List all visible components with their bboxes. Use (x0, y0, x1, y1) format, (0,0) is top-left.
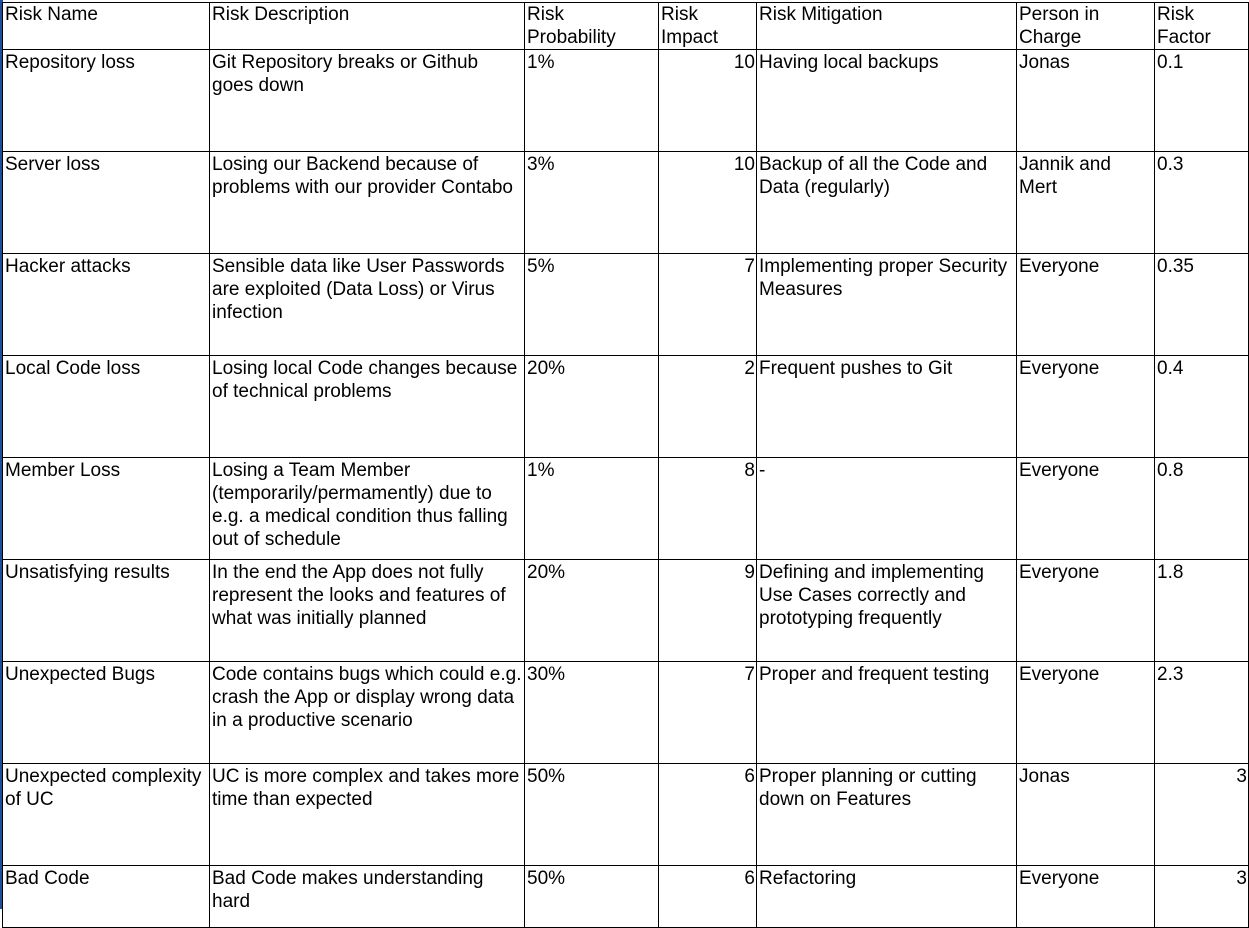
risk-impact-cell[interactable]: 8 (659, 458, 757, 560)
risk-name-cell[interactable]: Bad Code (3, 866, 210, 928)
risk-mitigation-cell[interactable]: Frequent pushes to Git (757, 356, 1017, 458)
risk-mitigation-cell[interactable]: Refactoring (757, 866, 1017, 928)
table-row (3, 254, 1249, 356)
header-risk-impact[interactable]: Risk Impact (659, 3, 757, 50)
risk-factor-cell[interactable]: 1.8 (1155, 560, 1249, 662)
risk-description-cell[interactable]: Bad Code makes understanding hard (210, 866, 525, 928)
person-in-charge-cell[interactable]: Everyone (1017, 662, 1155, 764)
table-row (3, 662, 1249, 764)
risk-name-cell[interactable]: Hacker attacks (3, 254, 210, 356)
header-risk-mitigation[interactable]: Risk Mitigation (757, 3, 1017, 50)
table-row (3, 458, 1249, 560)
risk-name-cell[interactable]: Local Code loss (3, 356, 210, 458)
risk-impact-cell[interactable]: 6 (659, 866, 757, 928)
risk-impact-cell[interactable]: 7 (659, 662, 757, 764)
risk-probability-cell[interactable]: 50% (525, 764, 659, 866)
risk-impact-cell[interactable]: 6 (659, 764, 757, 866)
risk-description-cell[interactable]: Sensible data like User Passwords are exploited (Data Loss) or Virus infection (210, 254, 525, 356)
table-row (3, 560, 1249, 662)
risk-impact-cell[interactable]: 2 (659, 356, 757, 458)
risk-probability-cell[interactable]: 1% (525, 50, 659, 152)
risk-probability-cell[interactable]: 5% (525, 254, 659, 356)
risk-description-cell[interactable]: In the end the App does not fully represent the looks and features of what was initially planned (210, 560, 525, 662)
risk-name-cell[interactable]: Repository loss (3, 50, 210, 152)
header-risk-name[interactable]: Risk Name (3, 3, 210, 50)
risk-mitigation-cell[interactable]: Defining and implementing Use Cases correctly and prototyping frequently (757, 560, 1017, 662)
risk-impact-cell[interactable]: 7 (659, 254, 757, 356)
risk-table (2, 2, 1249, 928)
table-row (3, 356, 1249, 458)
header-risk-description[interactable]: Risk Description (210, 3, 525, 50)
person-in-charge-cell[interactable]: Jonas (1017, 764, 1155, 866)
risk-factor-cell[interactable]: 3 (1155, 764, 1249, 866)
risk-factor-cell[interactable]: 0.3 (1155, 152, 1249, 254)
risk-mitigation-cell[interactable]: Proper planning or cutting down on Features (757, 764, 1017, 866)
table-row (3, 764, 1249, 866)
risk-description-cell[interactable]: Losing local Code changes because of technical problems (210, 356, 525, 458)
risk-probability-cell[interactable]: 3% (525, 152, 659, 254)
risk-factor-cell[interactable]: 0.35 (1155, 254, 1249, 356)
risk-name-cell[interactable]: Server loss (3, 152, 210, 254)
person-in-charge-cell[interactable]: Everyone (1017, 560, 1155, 662)
person-in-charge-cell[interactable]: Everyone (1017, 866, 1155, 928)
risk-mitigation-cell[interactable]: Backup of all the Code and Data (regularly) (757, 152, 1017, 254)
risk-factor-cell[interactable]: 0.4 (1155, 356, 1249, 458)
risk-probability-cell[interactable]: 20% (525, 560, 659, 662)
risk-factor-cell[interactable]: 2.3 (1155, 662, 1249, 764)
risk-name-cell[interactable]: Unexpected complexity of UC (3, 764, 210, 866)
risk-mitigation-cell[interactable]: Proper and frequent testing (757, 662, 1017, 764)
risk-mitigation-cell[interactable]: Having local backups (757, 50, 1017, 152)
table-row (3, 50, 1249, 152)
risk-factor-cell[interactable]: 0.8 (1155, 458, 1249, 560)
person-in-charge-cell[interactable]: Everyone (1017, 356, 1155, 458)
risk-name-cell[interactable]: Unsatisfying results (3, 560, 210, 662)
risk-probability-cell[interactable]: 30% (525, 662, 659, 764)
header-person-in-charge[interactable]: Person in Charge (1017, 3, 1155, 50)
risk-impact-cell[interactable]: 10 (659, 152, 757, 254)
risk-probability-cell[interactable]: 1% (525, 458, 659, 560)
table-row (3, 152, 1249, 254)
person-in-charge-cell[interactable]: Jonas (1017, 50, 1155, 152)
risk-probability-cell[interactable]: 50% (525, 866, 659, 928)
table-row (3, 866, 1249, 928)
risk-mitigation-cell[interactable]: - (757, 458, 1017, 560)
header-risk-factor[interactable]: Risk Factor (1155, 3, 1249, 50)
risk-probability-cell[interactable]: 20% (525, 356, 659, 458)
risk-factor-cell[interactable]: 0.1 (1155, 50, 1249, 152)
risk-description-cell[interactable]: UC is more complex and takes more time than expected (210, 764, 525, 866)
person-in-charge-cell[interactable]: Everyone (1017, 254, 1155, 356)
header-risk-probability[interactable]: Risk Probability (525, 3, 659, 50)
risk-name-cell[interactable]: Unexpected Bugs (3, 662, 210, 764)
risk-impact-cell[interactable]: 10 (659, 50, 757, 152)
risk-description-cell[interactable]: Losing a Team Member (temporarily/permamently) due to e.g. a medical condition thus falling out of schedule (210, 458, 525, 560)
risk-impact-cell[interactable]: 9 (659, 560, 757, 662)
risk-factor-cell[interactable]: 3 (1155, 866, 1249, 928)
risk-name-cell[interactable]: Member Loss (3, 458, 210, 560)
risk-mitigation-cell[interactable]: Implementing proper Security Measures (757, 254, 1017, 356)
risk-description-cell[interactable]: Git Repository breaks or Github goes down (210, 50, 525, 152)
risk-description-cell[interactable]: Code contains bugs which could e.g. crash the App or display wrong data in a productive scenario (210, 662, 525, 764)
risk-description-cell[interactable]: Losing our Backend because of problems with our provider Contabo (210, 152, 525, 254)
person-in-charge-cell[interactable]: Everyone (1017, 458, 1155, 560)
person-in-charge-cell[interactable]: Jannik and Mert (1017, 152, 1155, 254)
header-row (3, 3, 1249, 50)
